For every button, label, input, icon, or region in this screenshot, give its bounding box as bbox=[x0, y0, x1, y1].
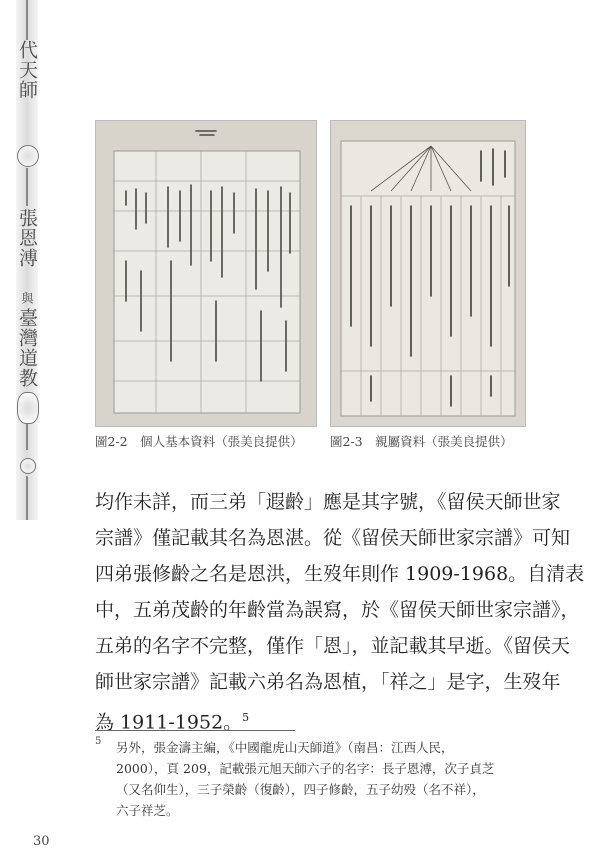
medallion-icon bbox=[17, 392, 39, 424]
sidebar-rule-bottom bbox=[26, 476, 28, 520]
sidebar-book-title: 代天師 bbox=[16, 40, 38, 100]
figure-2-3-caption: 圖2-3 親屬資料（張美良提供） bbox=[330, 434, 513, 449]
page-number: 30 bbox=[33, 834, 50, 849]
footnote-divider bbox=[95, 730, 295, 731]
sidebar-rule-low bbox=[26, 420, 28, 450]
knot-icon bbox=[20, 458, 36, 474]
footnote-line: 六子祥芝。 bbox=[116, 803, 179, 818]
body-line: 宗譜》僅記載其名為恩湛。從《留侯天師世家宗譜》可知 bbox=[95, 527, 571, 549]
footnote-number: 5 bbox=[95, 736, 102, 747]
body-line: 師世家宗譜》記載六弟名為恩植，「祥之」是字，生歿年 bbox=[95, 671, 561, 693]
footnote-line: （又名仰生），三子榮齡（復齡），四子修齡，五子幼殁（名不祥）， bbox=[116, 782, 485, 797]
figure-2-2-caption: 圖2-2 個人基本資料（張美良提供） bbox=[95, 434, 303, 449]
figure-2-3-image bbox=[330, 120, 526, 427]
footnote-line: 2000），頁 209，記載張元旭天師六子的名字：長子恩溥，次子貞芝 bbox=[116, 761, 495, 776]
ornament-icon bbox=[17, 145, 39, 167]
footnote-reference[interactable]: 5 bbox=[242, 711, 250, 724]
book-sidebar bbox=[10, 0, 44, 520]
sidebar-rule-top bbox=[26, 0, 28, 40]
body-line-text: 為 1911-1952。 bbox=[95, 711, 243, 734]
body-paragraph bbox=[95, 484, 585, 740]
body-line-last bbox=[95, 700, 565, 740]
body-line: 均作未詳，而三弟「遐齡」應是其字號，《留侯天師世家 bbox=[95, 491, 561, 513]
figure-2-2-image bbox=[95, 120, 317, 427]
sidebar-subtitle-c: 臺灣道教 bbox=[16, 308, 38, 388]
body-line: 五弟的名字不完整，僅作「恩」，並記載其早逝。《留侯天 bbox=[95, 635, 571, 657]
footnote-text bbox=[116, 737, 566, 821]
footnote-line: 另外，張金濤主編，《中國龍虎山天師道》（南昌：江西人民， bbox=[116, 740, 454, 755]
body-line: 中，五弟茂齡的年齡當為誤寫，於《留侯天師世家宗譜》， bbox=[95, 599, 580, 621]
body-line: 四弟張修齡之名是恩洪，生歿年則作 1909-1968。自清表 bbox=[95, 563, 585, 585]
sidebar-subtitle-b: 與 bbox=[20, 292, 34, 305]
sidebar-subtitle-a: 張恩溥 bbox=[16, 208, 38, 268]
sidebar-rule-mid bbox=[26, 168, 28, 206]
